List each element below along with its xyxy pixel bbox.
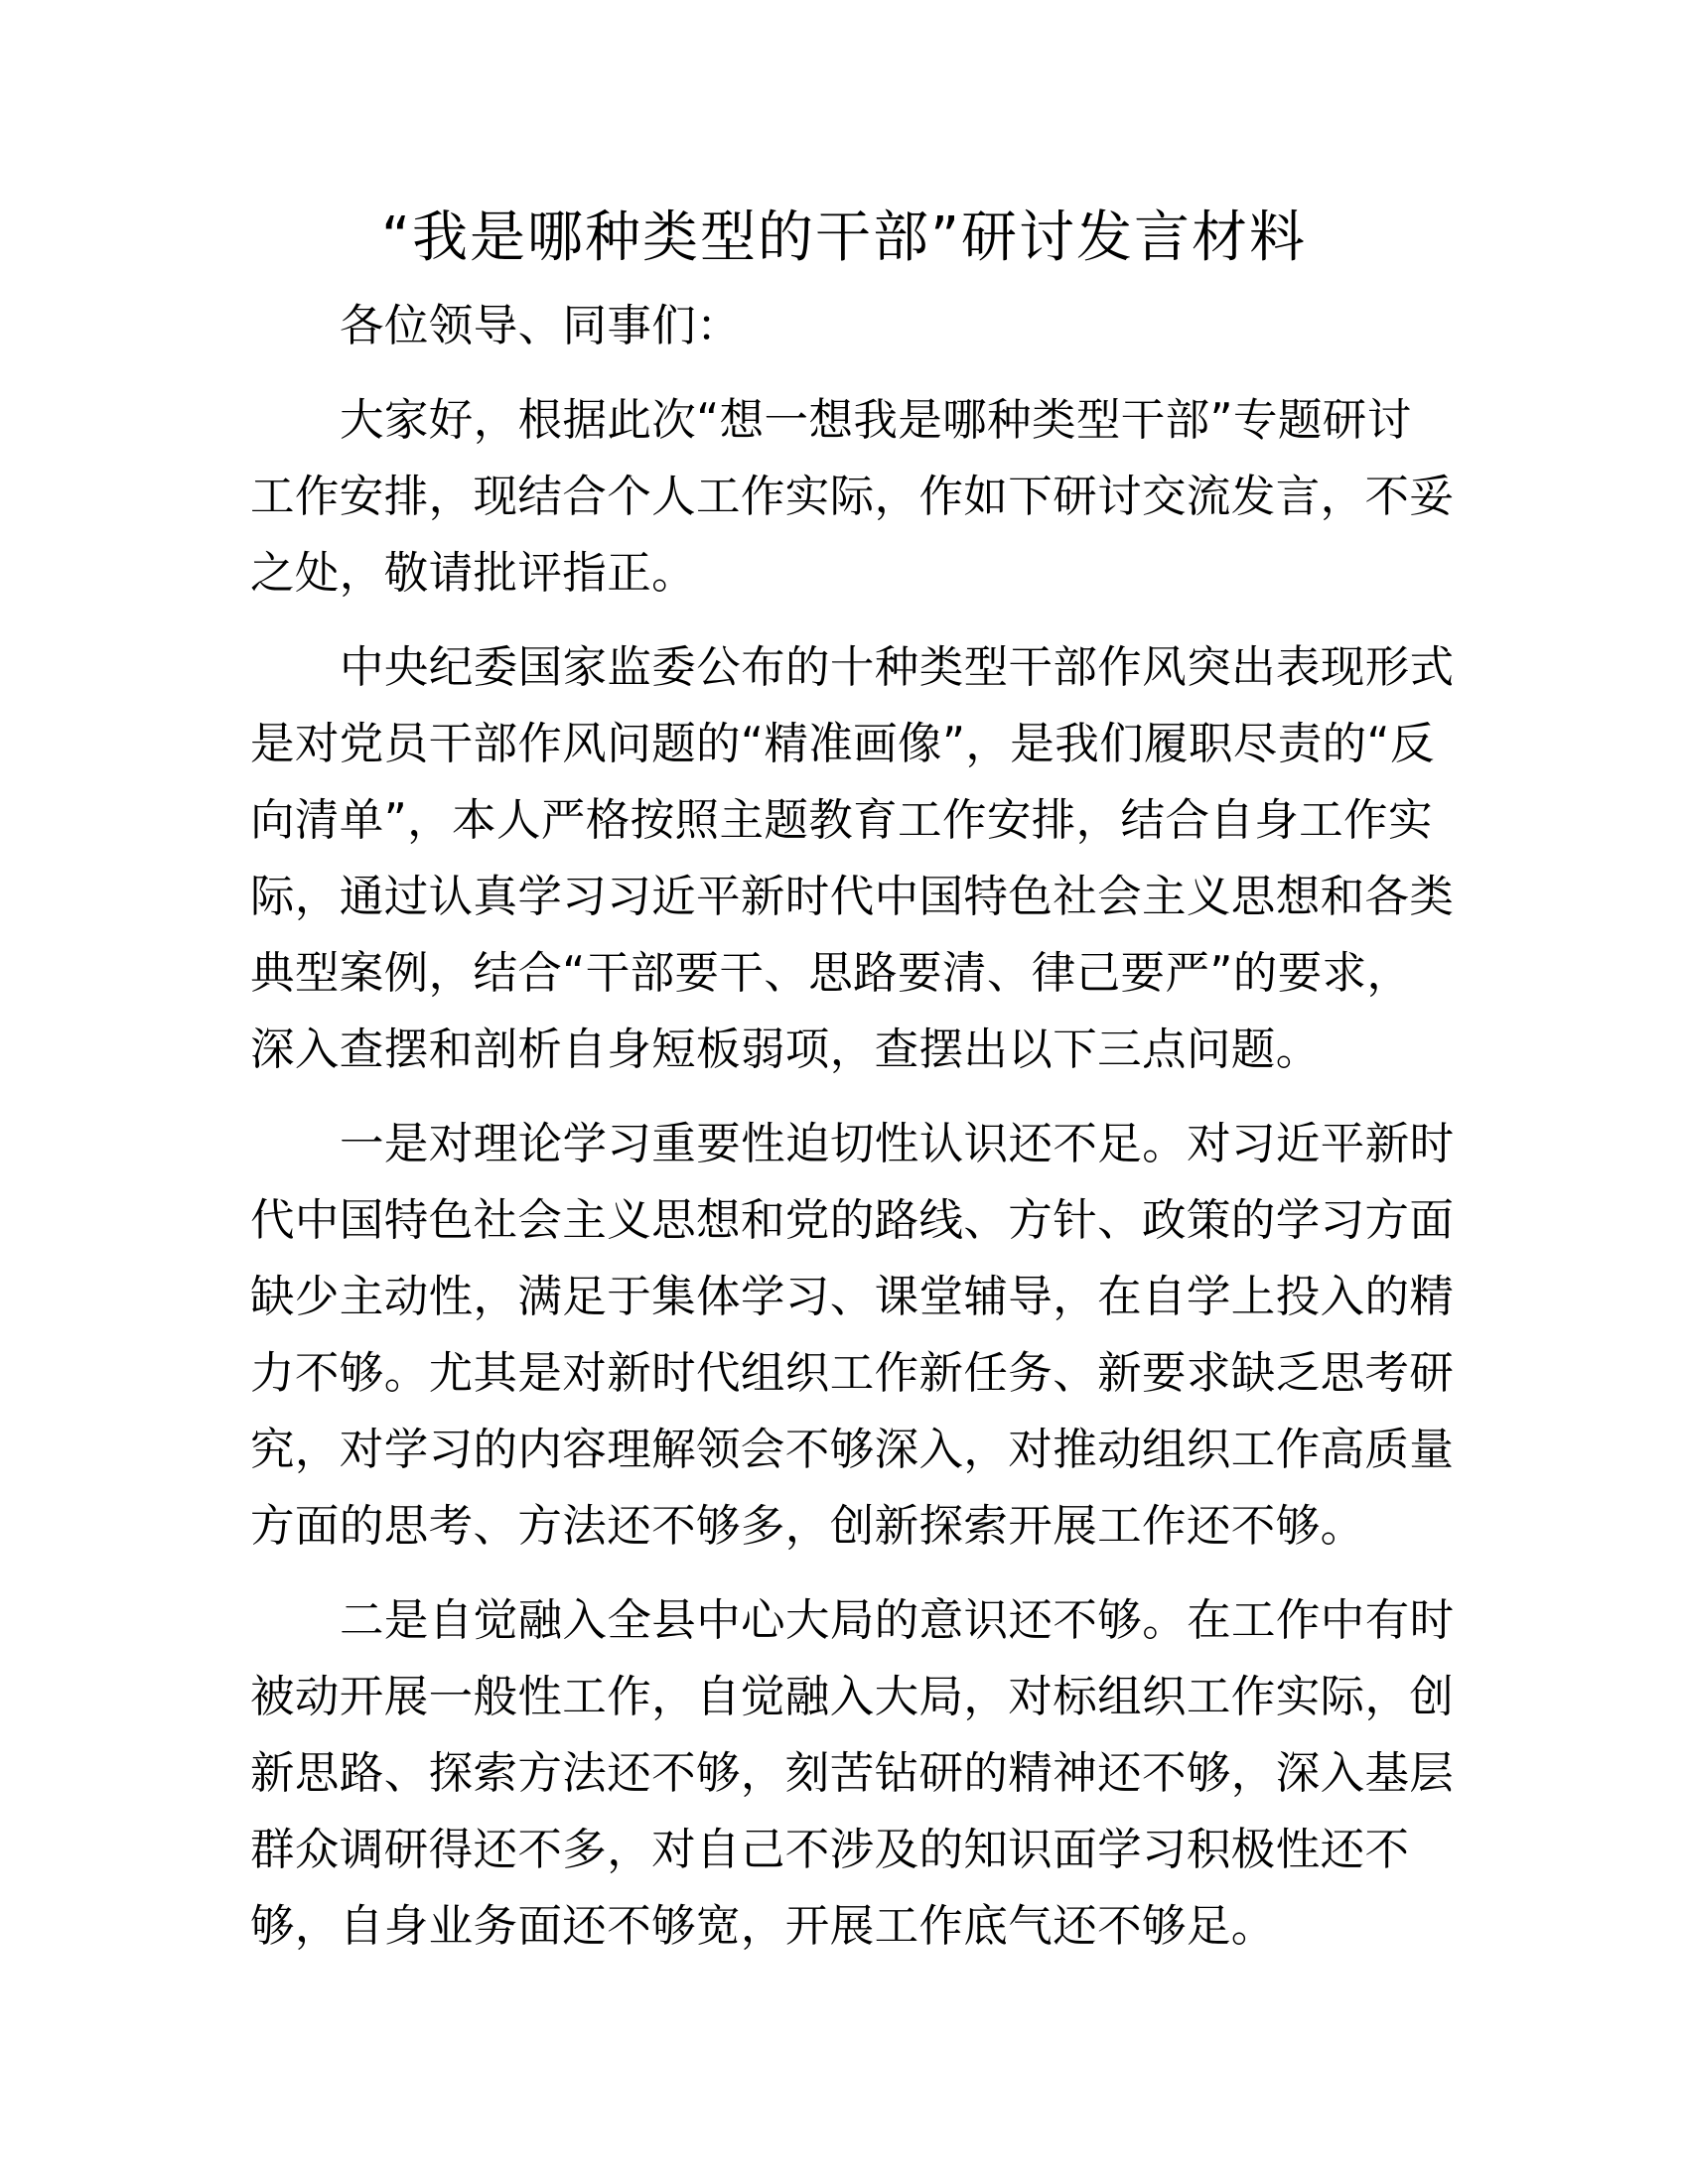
salutation xyxy=(250,288,1462,364)
text-line: 大家好，根据此次“想一想我是哪种类型干部”专题研讨 xyxy=(340,395,1412,446)
document-body xyxy=(250,288,1462,1982)
text-line: 群众调研得还不多，对自己不涉及的知识面学习积极性还不 xyxy=(250,1825,1410,1875)
paragraph-background xyxy=(250,629,1462,1088)
paragraph-issue-one xyxy=(250,1106,1462,1565)
text-line: 究，对学习的内容理解领会不够深入，对推动组织工作高质量 xyxy=(250,1425,1455,1475)
text-line: 方面的思考、方法还不够多，创新探索开展工作还不够。 xyxy=(250,1501,1365,1552)
text-line: 中央纪委国家监委公布的十种类型干部作风突出表现形式 xyxy=(340,642,1455,693)
text-line: 际，通过认真学习习近平新时代中国特色社会主义思想和各类 xyxy=(250,872,1455,922)
text-line: 代中国特色社会主义思想和党的路线、方针、政策的学习方面 xyxy=(250,1195,1455,1246)
text-line: 被动开展一般性工作，自觉融入大局，对标组织工作实际，创 xyxy=(250,1672,1455,1722)
text-line: 工作安排，现结合个人工作实际，作如下研讨交流发言，不妥 xyxy=(250,472,1455,522)
salutation-line: 各位领导、同事们： xyxy=(340,301,742,351)
text-line: 新思路、探索方法还不够，刻苦钻研的精神还不够，深入基层 xyxy=(250,1748,1455,1799)
paragraph-greeting xyxy=(250,382,1462,612)
text-line: 是对党员干部作风问题的“精准画像”，是我们履职尽责的“反 xyxy=(250,719,1435,769)
text-line: 之处，敬请批评指正。 xyxy=(250,548,697,599)
text-line: 二是自觉融入全县中心大局的意识还不够。在工作中有时 xyxy=(340,1595,1455,1646)
text-line: 缺少主动性，满足于集体学习、课堂辅导，在自学上投入的精 xyxy=(250,1272,1455,1322)
text-line: 一是对理论学习重要性迫切性认识还不足。对习近平新时 xyxy=(340,1119,1455,1169)
text-line: 典型案例，结合“干部要干、思路要清、律己要严”的要求， xyxy=(250,948,1412,999)
text-line: 力不够。尤其是对新时代组织工作新任务、新要求缺乏思考研 xyxy=(250,1348,1455,1399)
text-line: 够，自身业务面还不够宽，开展工作底气还不够足。 xyxy=(250,1901,1276,1952)
text-line: 向清单”，本人严格按照主题教育工作安排，结合自身工作实 xyxy=(250,795,1433,846)
document-title: “我是哪种类型的干部”研讨发言材料 xyxy=(380,205,1308,270)
text-line: 深入查摆和剖析自身短板弱项，查摆出以下三点问题。 xyxy=(250,1024,1321,1075)
paragraph-issue-two xyxy=(250,1582,1462,1965)
